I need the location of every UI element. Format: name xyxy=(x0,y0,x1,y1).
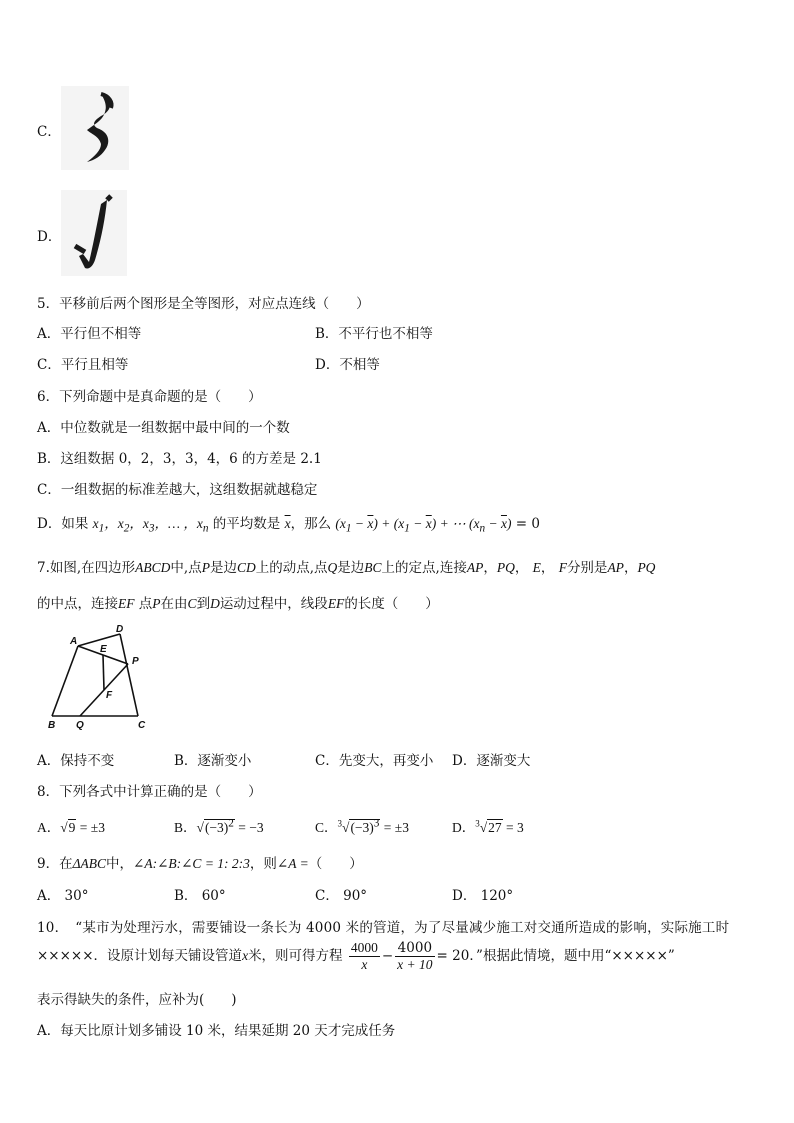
q8-stem: 8．下列各式中计算正确的是（ ） xyxy=(37,784,262,800)
q9-text: （ ） xyxy=(308,856,363,872)
q7-text: 上的动点,点 xyxy=(255,560,328,576)
q7-point-f: F xyxy=(558,560,567,575)
q7-text: 是边 xyxy=(337,560,365,576)
q6-d-sum: $(x_1 - \overline{x}) + (x_1 - \overline{x})$ + ⋯ $(x_n - \overline{x})$ xyxy=(335,516,512,535)
q5-stem: 5．平移前后两个图形是全等图形，对应点连线（ ） xyxy=(37,296,370,312)
q8-d-index: 3 xyxy=(475,818,480,829)
q8-d-label: D． xyxy=(452,820,476,835)
q6-option-c[interactable]: C．一组数据的标准差越大，这组数据就越稳定 xyxy=(37,482,318,498)
q7-text: 是边 xyxy=(209,560,237,576)
q7-seg-ap: AP xyxy=(466,560,484,575)
q10-minus: − xyxy=(381,948,394,964)
q7-option-c[interactable]: C．先变大，再变小 xyxy=(315,753,434,769)
q6-d-mean: $\overline{x}$ xyxy=(284,516,291,531)
q10-var-x: x xyxy=(242,948,249,963)
q10-den1: x xyxy=(361,957,368,972)
q7-quadrilateral-figure xyxy=(40,622,160,732)
q9-text: ，则 xyxy=(249,856,277,872)
q10-num2: 4000 xyxy=(395,940,434,957)
q7-point-e: E xyxy=(532,560,541,575)
q10-fraction-2 xyxy=(395,940,434,973)
q7-text: 在由 xyxy=(160,596,188,612)
q10-den2: x + 10 xyxy=(397,957,433,972)
q7-point-p: P xyxy=(201,560,210,575)
q6-d-prefix: D．如果 xyxy=(37,516,89,532)
q7-line1: 7.如图,在四边形ABCD中,点P是边CD上的动点,点Q是边BC上的定点,连接AP，PQ， E， F分别是AP，PQ xyxy=(37,560,656,576)
q7-text: 7.如图,在四边形 xyxy=(37,560,136,576)
q7-text: 的长度（ ） xyxy=(344,596,439,612)
q7-quad: ABCD xyxy=(135,560,171,575)
q8-c-exp: 3 xyxy=(373,817,380,830)
q9-stem xyxy=(37,852,363,872)
q6-d-then: ，那么 xyxy=(290,516,332,532)
q8-d-radicand: 27 xyxy=(488,820,502,835)
q8-c-radicand: (−3) xyxy=(350,820,374,835)
q10-text: 米，则可得方程 xyxy=(248,948,343,964)
q8-c-label: C． xyxy=(315,820,338,835)
q7-seg-ef: EF xyxy=(327,596,345,611)
q6-stem: 6．下列命题中是真命题的是（ ） xyxy=(37,389,262,405)
q7-text: 到 xyxy=(196,596,211,612)
q8-d-rhs: = 3 xyxy=(506,820,524,835)
q6-option-d[interactable] xyxy=(37,512,540,535)
q4-option-d-image xyxy=(61,190,127,276)
q10-text: ×××××．设原计划每天铺设管道 xyxy=(37,948,243,964)
q7-point-c: C xyxy=(187,596,197,611)
fig-label-f: F xyxy=(106,690,113,701)
q5-option-a[interactable]: A．平行但不相等 xyxy=(37,326,142,342)
q7-side-cd: CD xyxy=(236,560,256,575)
q7-seg-pq: PQ xyxy=(637,560,656,575)
q5-option-b[interactable]: B．不平行也不相等 xyxy=(315,326,433,342)
q8-a-label: A． xyxy=(37,820,61,835)
q10-eq: = 20 xyxy=(436,948,470,964)
q7-point-p: P xyxy=(152,596,161,611)
q7-text: 中,点 xyxy=(170,560,202,576)
q4-option-c-image xyxy=(61,86,129,170)
q7-seg-pq: PQ xyxy=(496,560,515,575)
q8-option-c[interactable]: C．$^3√(-3)^3 = \pm 3$ xyxy=(315,817,409,835)
q7-option-d[interactable]: D．逐渐变大 xyxy=(452,753,531,769)
q9-option-b[interactable]: B． 60° xyxy=(174,888,226,904)
fig-label-p: P xyxy=(132,656,139,667)
q7-option-b[interactable]: B．逐渐变小 xyxy=(174,753,252,769)
q7-text: 的中点，连接 xyxy=(37,596,118,612)
q6-d-eq: = 0 xyxy=(515,516,540,532)
q10-option-a[interactable]: A．每天比原计划多铺设 10 米，结果延期 20 天才完成任务 xyxy=(37,1023,396,1039)
q9-angle-a: ∠A = xyxy=(276,856,309,871)
q8-b-exp: 2 xyxy=(228,817,234,830)
q7-text: 分别是 xyxy=(566,560,608,576)
q8-a-rhs: = ±3 xyxy=(79,820,105,835)
q8-c-index: 3 xyxy=(337,818,343,829)
q7-seg-ef: EF xyxy=(118,596,135,611)
q10-line3: 表示得缺失的条件，应补为( ) xyxy=(37,992,237,1008)
q6-option-b[interactable]: B．这组数据 0，2，3，3，4，6 的方差是 2.1 xyxy=(37,451,322,467)
q9-text: 中， xyxy=(106,856,134,872)
q8-a-radicand: 9 xyxy=(68,820,76,835)
q9-ratio: ∠A:∠B:∠C = 1: 2:3 xyxy=(133,856,250,871)
q9-text: 9．在 xyxy=(37,856,73,872)
q8-b-label: B． xyxy=(174,820,197,835)
fig-label-d: D xyxy=(116,624,124,635)
q10-text: ．”根据此情境，题中用“×××××” xyxy=(469,948,675,964)
q10-line1: 10． “某市为处理污水，需要铺设一条长为 4000 米的管道，为了尽量减少施工对交通所造成的影响，实际施工时 xyxy=(37,920,730,936)
q8-b-radicand: (−3) xyxy=(204,820,229,835)
fig-label-c: C xyxy=(138,720,146,731)
fig-label-e: E xyxy=(100,644,107,655)
q5-option-d[interactable]: D．不相等 xyxy=(315,357,380,373)
q6-option-a[interactable]: A．中位数就是一组数据中最中间的一个数 xyxy=(37,420,290,436)
q7-text: 点 xyxy=(138,596,153,612)
q7-option-a[interactable]: A．保持不变 xyxy=(37,753,115,769)
q9-option-c[interactable]: C． 90° xyxy=(315,888,368,904)
q7-text: 上的定点,连接 xyxy=(381,560,467,576)
q5-option-c[interactable]: C．平行且相等 xyxy=(37,357,129,373)
q4-option-d-label: D． xyxy=(37,229,62,245)
fig-label-a: A xyxy=(70,636,78,647)
q8-option-a[interactable]: A．√9 = ±3 xyxy=(37,820,105,835)
q7-point-d: D xyxy=(210,596,220,611)
q9-option-d[interactable]: D． 120° xyxy=(452,888,514,904)
q10-line2 xyxy=(37,940,675,973)
q9-option-a[interactable]: A． 30° xyxy=(37,888,89,904)
q10-num1: 4000 xyxy=(350,940,378,955)
fig-label-b: B xyxy=(48,720,56,731)
q6-d-variables: $x_1$，$x_2$，$x_3$，… ，$x_n$ xyxy=(92,516,209,535)
q8-b-rhs: = −3 xyxy=(238,820,264,835)
fig-label-q: Q xyxy=(76,720,84,731)
q7-text: 运动过程中，线段 xyxy=(219,596,328,612)
q7-point-q: Q xyxy=(327,560,338,575)
q10-fraction-1 xyxy=(349,940,380,973)
q7-line2 xyxy=(37,592,439,612)
q9-triangle: ΔABC xyxy=(72,856,107,871)
q8-option-d[interactable]: D．$^3$√27 = 3 xyxy=(452,818,524,835)
q7-seg-ap: AP xyxy=(607,560,624,575)
q6-d-mid: 的平均数是 xyxy=(212,516,281,532)
q8-c-rhs: = ±3 xyxy=(383,820,409,835)
calligraphy-stroke-c-icon xyxy=(61,86,129,170)
q4-option-c-label: C． xyxy=(37,124,61,140)
calligraphy-stroke-d-icon xyxy=(61,190,127,276)
q7-side-bc: BC xyxy=(364,560,382,575)
q8-option-b[interactable]: B．$√(-3)^2 = -3$ xyxy=(174,817,264,835)
